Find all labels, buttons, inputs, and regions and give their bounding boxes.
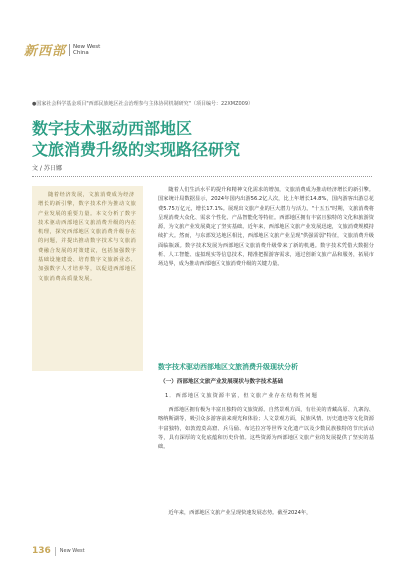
subsubsection-heading: 1．西部地区文旅资源丰富，但文旅产业存在结构性问题	[165, 393, 318, 399]
subsection-heading: （一）西部地区文旅产业发展现状与数字技术基础	[160, 379, 284, 385]
divider	[32, 176, 372, 177]
masthead	[24, 40, 100, 59]
abstract-text: 随着经济发展，文旅消费成为经济增长的新引擎，数字技术作为推动文旅产业发展的重要力量。本文分析了数字技术驱动西部地区文旅消费升级的内在机理，探究西部地区文旅消费升级存在的问题，并提出推动数字技术与文旅消费融合发展的对策建议，包括加强数字基础设施建设、培育数字文旅新业态、加强数字人才培养等，以促进西部地区文旅消费高质量发展。	[38, 192, 137, 282]
article-title	[32, 118, 240, 160]
body-column	[158, 186, 374, 270]
magazine-logo-english: New West China	[69, 44, 100, 56]
page-number: 136	[32, 546, 51, 556]
title-line-2: 文旅消费升级的实现路径研究	[32, 140, 241, 159]
fund-note: ●国家社会科学基金项目"西部民族地区社会治理参与主体协同机制研究"（项目编号：22XMZ009）	[32, 101, 254, 107]
body-paragraph-2: 西部地区拥有极为丰富且独特的文旅资源。自然景观方面，有壮美的青藏高原、九寨沟、喀纳斯湖等，吸引众多游客前来观光和体验；人文景观方面，民族风情、历史遗迹等文化资源丰富独特，如敦煌莫高窟、兵马俑、布达拉宫等世界文化遗产以及少数民族独特的节庆活动等，具有深厚的文化底蕴和历史价值。这些资源为西部地区文旅产业的发展提供了坚实的基础。	[158, 407, 374, 451]
footer-publication: New West	[59, 548, 85, 554]
body-column-3	[158, 509, 374, 518]
body-paragraph-3: 近年来，西部地区文旅产业呈现快速发展态势。截至2024年，	[168, 510, 312, 516]
magazine-logo: 新西部	[24, 44, 67, 59]
body-paragraph-1: 随着人们生活水平的提升和精神文化需求的增加，文旅消费成为推动经济增长的新引擎。国家统计局数据显示，2024年国内出游56.2亿人次，比上年增长14.8%，国内游客出游总花费5.75万亿元，增长17.1%。展现出文旅产业的巨大潜力与活力。"十五五"时期，文旅消费将呈现消费大众化、需求个性化、产品智能化等特征。西部地区拥有丰富且独特的文化和旅游资源，为文旅产业发展奠定了坚实基础。近年来，西部地区文旅产业发展迅速，文旅消费规模持续扩大。然而，与东部发达地区相比，西部地区文旅产业呈现"供强需弱"特征，文旅消费升级面临瓶颈。数字技术发展为西部地区文旅消费升级带来了新的机遇。数字技术凭借大数据分析、人工智能、虚拟现实等信息技术，精准把握游客需求，通过创新文旅产品和服务，拓展市场边界，成为推动西部地区文旅消费升级的关键力量。	[158, 187, 374, 268]
section-heading: 数字技术驱动西部地区文旅消费升级现状分析	[158, 363, 298, 371]
title-line-1: 数字技术驱动西部地区	[32, 119, 193, 138]
footer-divider	[55, 547, 56, 556]
page-footer	[32, 546, 85, 556]
abstract-box	[32, 186, 143, 371]
author-byline: 文 / 苏日娜	[32, 165, 62, 172]
body-column-2	[158, 406, 374, 452]
